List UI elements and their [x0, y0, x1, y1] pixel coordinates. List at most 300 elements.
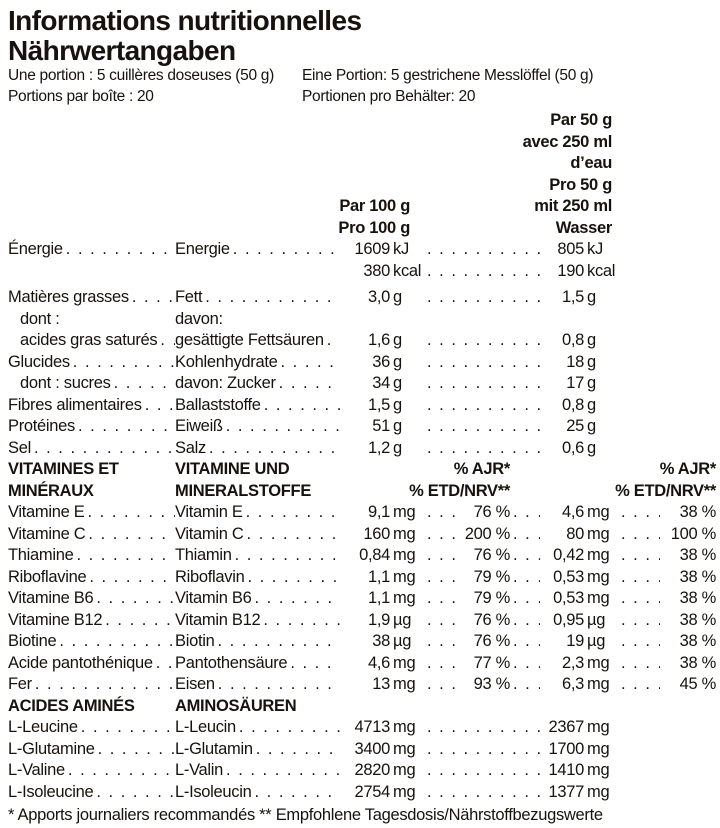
- value-per-50g: 1377: [548, 782, 584, 801]
- label-de: L-Isoleucin: [175, 782, 252, 801]
- dot-leader: [618, 524, 660, 546]
- label-fr-cell: [8, 631, 175, 653]
- unit-per-100g: g: [393, 417, 402, 435]
- dot-leader: [252, 782, 341, 804]
- label-fr-cell: [8, 717, 175, 739]
- unit-per-50g: g: [587, 288, 596, 306]
- unit-per-100g: g: [393, 288, 402, 306]
- label-de: Fett: [175, 288, 203, 306]
- table-row: [8, 239, 716, 261]
- pct-header-50g: % ETD/NRV**: [615, 481, 716, 500]
- label-fr-cell: [8, 739, 175, 761]
- label-de: Vitamin E: [175, 503, 243, 521]
- value-per-50g: 0,95: [553, 610, 584, 629]
- dot-leader: [424, 395, 540, 417]
- unit-per-50g: mg: [587, 589, 610, 607]
- label-fr: Vitamine B12: [8, 610, 103, 629]
- unit-per-50g: µg: [587, 632, 606, 650]
- dot-leader: [65, 760, 175, 782]
- label-fr: Protéines: [8, 417, 76, 435]
- label-de: Riboflavin: [175, 567, 245, 586]
- value-per-50g: 1700: [548, 739, 584, 758]
- value-per-50g: 6,3: [561, 675, 584, 693]
- label-de: Energie: [175, 240, 230, 258]
- dot-leader: [32, 674, 175, 696]
- value-per-50g: 0,6: [561, 438, 584, 457]
- dot-leader: [424, 631, 464, 653]
- value-per-100g: 9,1: [367, 503, 390, 521]
- dot-leader: [75, 416, 175, 438]
- label-de-cell: [175, 481, 340, 503]
- dot-leader: [236, 717, 340, 739]
- value-per-50g: 2367: [548, 718, 584, 736]
- table-row: [8, 373, 716, 395]
- unit-per-50g: mg: [587, 567, 610, 586]
- label-de-cell: [175, 502, 340, 524]
- label-de-cell: [175, 309, 340, 331]
- dot-leader: [63, 239, 175, 261]
- dot-leader: [424, 588, 464, 610]
- label-de: Pantothensäure: [175, 653, 288, 672]
- dot-leader: [424, 674, 464, 696]
- table-row: [8, 782, 716, 804]
- value-per-100g: 4713: [354, 718, 390, 736]
- dot-leader: [424, 261, 540, 283]
- unit-per-100g: µg: [393, 632, 412, 650]
- label-de-cell: [175, 373, 340, 395]
- label-de: Eisen: [175, 675, 215, 693]
- label-fr: Biotine: [8, 632, 57, 650]
- label-fr: Thiamine: [8, 546, 74, 564]
- per-100g-column-header: [338, 196, 410, 239]
- dot-leader: [102, 610, 175, 632]
- unit-per-50g: mg: [587, 739, 610, 758]
- pct-ajr-100g: 76 %: [473, 610, 510, 629]
- pct-ajr-100g: 76 %: [473, 632, 510, 650]
- unit-per-100g: mg: [393, 589, 416, 607]
- dot-leader: [424, 567, 464, 589]
- dot-leader: [618, 653, 660, 675]
- dot-leader: [95, 739, 175, 761]
- unit-per-50g: kJ: [587, 240, 603, 258]
- unit-per-100g: mg: [393, 739, 416, 758]
- unit-per-50g: mg: [587, 782, 610, 801]
- dot-leader: [157, 330, 175, 352]
- label-fr-cell: [8, 416, 175, 438]
- dot-leader: [510, 610, 540, 632]
- unit-per-100g: g: [393, 331, 402, 349]
- hdr-line: Pro 100 g: [338, 218, 410, 237]
- unit-per-50g: µg: [587, 610, 606, 629]
- table-row: [8, 610, 716, 632]
- dot-leader: [618, 502, 660, 524]
- label-fr: dont : sucres: [20, 374, 111, 392]
- table-row: [8, 739, 716, 761]
- label-de: L-Glutamin: [175, 739, 253, 758]
- pct-ajr-50g: 38 %: [679, 632, 716, 650]
- dot-leader: [142, 395, 175, 417]
- unit-per-100g: mg: [393, 653, 416, 672]
- unit-per-100g: g: [393, 352, 402, 371]
- label-fr: L-Isoleucine: [8, 782, 94, 801]
- label-de-cell: [175, 631, 340, 653]
- table-row: [8, 631, 716, 653]
- dot-leader: [618, 545, 660, 567]
- label-fr: ACIDES AMINÉS: [8, 696, 135, 715]
- label-de: MINERALSTOFFE: [175, 481, 312, 500]
- value-per-100g: 2820: [354, 761, 390, 779]
- label-fr: Vitamine C: [8, 524, 86, 543]
- dot-leader: [244, 567, 340, 589]
- label-de: Vitamin B12: [175, 610, 261, 629]
- dot-leader: [278, 352, 340, 374]
- dot-leader: [93, 782, 175, 804]
- label-fr-cell: [8, 330, 175, 352]
- dot-leader: [31, 438, 175, 460]
- label-de: davon:: [175, 309, 223, 328]
- value-per-100g: 1,9: [367, 610, 390, 629]
- pct-ajr-50g: 100 %: [670, 524, 716, 543]
- label-de-cell: [175, 696, 340, 718]
- label-de: Salz: [175, 438, 206, 457]
- dot-leader: [424, 438, 540, 460]
- unit-per-50g: g: [587, 331, 596, 349]
- label-fr-cell: [8, 502, 175, 524]
- label-fr-cell: [8, 239, 175, 261]
- label-de-cell: [175, 653, 340, 675]
- label-fr-cell: [8, 373, 175, 395]
- nutrition-table: [8, 239, 716, 803]
- dot-leader: [424, 352, 540, 374]
- hdr-line: avec 250 ml: [522, 132, 612, 151]
- value-per-100g: 1,1: [367, 589, 390, 607]
- label-fr-cell: [8, 459, 175, 481]
- table-row: [8, 330, 716, 352]
- dot-leader: [510, 674, 540, 696]
- label-fr-cell: [8, 438, 175, 460]
- dot-leader: [260, 610, 340, 632]
- table-row: [8, 567, 716, 589]
- label-de-cell: [175, 395, 340, 417]
- dot-leader: [223, 416, 340, 438]
- dot-leader: [618, 631, 660, 653]
- unit-per-50g: mg: [587, 675, 610, 693]
- dot-leader: [510, 567, 540, 589]
- label-de-cell: [175, 567, 340, 589]
- serving-size-row: [8, 66, 716, 87]
- dot-leader: [424, 653, 464, 675]
- value-per-50g: 2,3: [561, 653, 584, 672]
- label-de: gesättigte Fettsäuren: [175, 331, 324, 349]
- value-per-50g: 190: [557, 261, 584, 280]
- value-per-50g: 25: [566, 417, 584, 435]
- dot-leader: [111, 373, 175, 395]
- value-per-50g: 0,42: [553, 546, 584, 564]
- value-per-100g: 160: [363, 524, 390, 543]
- pct-ajr-100g: 200 %: [464, 524, 510, 543]
- unit-per-50g: g: [587, 352, 596, 371]
- pct-ajr-50g: 38 %: [679, 567, 716, 586]
- dot-leader: [510, 502, 540, 524]
- label-fr: L-Valine: [8, 761, 65, 779]
- dot-leader: [510, 545, 540, 567]
- label-de-cell: [175, 782, 340, 804]
- value-per-50g: 1410: [548, 761, 584, 779]
- table-row: [8, 760, 716, 782]
- value-per-100g: 4,6: [367, 653, 390, 672]
- label-de-cell: [175, 674, 340, 696]
- value-per-100g: 1,1: [367, 567, 390, 586]
- label-de: L-Leucin: [175, 718, 236, 736]
- unit-per-50g: mg: [587, 524, 610, 543]
- title-fr: Informations nutritionnelles: [8, 5, 362, 36]
- label-fr-cell: [8, 481, 175, 503]
- label-de-cell: [175, 416, 340, 438]
- per-50g-column-header: [523, 110, 612, 239]
- table-row: [8, 309, 716, 331]
- unit-per-50g: g: [587, 395, 596, 414]
- value-per-50g: 0,8: [561, 331, 584, 349]
- pct-ajr-50g: 38 %: [679, 503, 716, 521]
- label-fr: Fibres alimentaires: [8, 395, 142, 414]
- value-per-50g: 80: [566, 524, 584, 543]
- dot-leader: [206, 438, 340, 460]
- pct-ajr-100g: 77 %: [473, 653, 510, 672]
- value-per-100g: 51: [372, 417, 390, 435]
- value-per-100g: 380: [363, 261, 390, 280]
- label-de-cell: [175, 239, 340, 261]
- label-de-cell: [175, 588, 340, 610]
- label-de-cell: [175, 610, 340, 632]
- hdr-line: Par 100 g: [339, 197, 410, 215]
- label-de: Vitamin B6: [175, 589, 252, 607]
- label-fr-cell: [8, 760, 175, 782]
- dot-leader: [510, 653, 540, 675]
- label-fr-cell: [8, 545, 175, 567]
- label-fr: MINÉRAUX: [8, 481, 94, 500]
- dot-leader: [424, 239, 540, 261]
- value-per-100g: 1609: [354, 240, 390, 258]
- servings-per-container-fr: Portions par boîte : 20: [8, 87, 154, 105]
- label-fr-cell: [8, 524, 175, 546]
- label-fr: Glucides: [8, 352, 70, 371]
- pct-header-50g: % AJR*: [659, 460, 716, 478]
- unit-per-100g: g: [393, 438, 402, 457]
- value-per-100g: 36: [372, 352, 390, 371]
- hdr-line: Wasser: [555, 218, 612, 237]
- unit-per-100g: kJ: [393, 240, 409, 258]
- label-fr: L-Glutamine: [8, 739, 95, 758]
- pct-ajr-100g: 79 %: [473, 567, 510, 586]
- table-row: [8, 287, 716, 309]
- pct-ajr-100g: 76 %: [473, 503, 510, 521]
- label-fr-cell: [8, 782, 175, 804]
- dot-leader: [287, 653, 340, 675]
- label-de: VITAMINE UND: [175, 460, 290, 478]
- label-fr-cell: [8, 696, 175, 718]
- pct-header-100g: % ETD/NRV**: [409, 481, 510, 500]
- label-de-cell: [175, 739, 340, 761]
- value-per-100g: 0,84: [359, 546, 390, 564]
- unit-per-100g: mg: [393, 546, 416, 564]
- label-fr: VITAMINES ET: [8, 460, 119, 478]
- dot-leader: [129, 287, 175, 309]
- value-per-50g: 805: [557, 240, 584, 258]
- label-de: Thiamin: [175, 546, 232, 564]
- unit-per-100g: kcal: [393, 261, 422, 280]
- page-title: [8, 6, 716, 66]
- label-de: Kohlenhydrate: [175, 352, 278, 371]
- dot-leader: [424, 610, 464, 632]
- label-fr: Fer: [8, 675, 32, 693]
- table-row: [8, 717, 716, 739]
- label-de: Ballaststoffe: [175, 395, 261, 414]
- value-per-100g: 1,5: [367, 395, 390, 414]
- label-fr: acides gras saturés: [20, 331, 158, 349]
- value-per-100g: 3400: [354, 739, 390, 758]
- dot-leader: [85, 502, 176, 524]
- value-per-50g: 0,53: [553, 589, 584, 607]
- dot-leader: [70, 352, 175, 374]
- label-fr: Matières grasses: [8, 288, 129, 306]
- unit-per-100g: mg: [393, 524, 416, 543]
- unit-per-50g: kcal: [587, 261, 616, 280]
- label-de-cell: [175, 760, 340, 782]
- dot-leader: [618, 610, 660, 632]
- label-de: davon: Zucker: [175, 374, 276, 392]
- dot-leader: [243, 502, 340, 524]
- label-fr-cell: [8, 610, 175, 632]
- pct-ajr-100g: 76 %: [473, 546, 510, 564]
- value-per-50g: 4,6: [561, 503, 584, 521]
- value-per-100g: 1,6: [367, 331, 390, 349]
- serving-size-de: Eine Portion: 5 gestrichene Messlöffel (50 g): [302, 67, 594, 84]
- pct-ajr-100g: 79 %: [473, 589, 510, 607]
- label-de-cell: [175, 287, 340, 309]
- value-per-50g: 17: [566, 374, 584, 392]
- dot-leader: [324, 330, 340, 352]
- table-row: [8, 588, 716, 610]
- value-per-100g: 13: [372, 675, 390, 693]
- dot-leader: [424, 502, 464, 524]
- pct-ajr-50g: 45 %: [679, 675, 716, 693]
- label-de-cell: [175, 459, 340, 481]
- label-de-cell: [175, 717, 340, 739]
- section-header-row: [8, 696, 716, 718]
- unit-per-50g: g: [587, 417, 596, 435]
- label-fr: Sel: [8, 438, 31, 457]
- dot-leader: [223, 760, 340, 782]
- dot-leader: [85, 524, 175, 546]
- dot-leader: [510, 631, 540, 653]
- label-de-cell: [175, 524, 340, 546]
- dot-leader: [78, 717, 175, 739]
- dot-leader: [253, 739, 340, 761]
- table-row: [8, 352, 716, 374]
- unit-per-100g: mg: [393, 718, 416, 736]
- dot-leader: [618, 674, 660, 696]
- label-fr-cell: [8, 674, 175, 696]
- table-row: [8, 395, 716, 417]
- dot-leader: [232, 545, 340, 567]
- value-per-100g: 38: [372, 632, 390, 650]
- label-fr-cell: [8, 287, 175, 309]
- label-fr-cell: [8, 395, 175, 417]
- label-de: L-Valin: [175, 761, 224, 779]
- label-fr: L-Leucine: [8, 718, 78, 736]
- label-fr: dont :: [20, 309, 60, 328]
- label-de-cell: [175, 352, 340, 374]
- dot-leader: [244, 524, 340, 546]
- unit-per-100g: g: [393, 395, 402, 414]
- hdr-line: mit 250 ml: [534, 197, 612, 215]
- dot-leader: [424, 416, 540, 438]
- hdr-line: d’eau: [570, 154, 612, 172]
- unit-per-50g: mg: [587, 503, 610, 521]
- hdr-line: Par 50 g: [550, 111, 612, 129]
- table-row: [8, 653, 716, 675]
- section-header-row: [8, 459, 716, 481]
- table-row: [8, 674, 716, 696]
- unit-per-50g: mg: [587, 761, 610, 779]
- servings-per-container-row: [8, 87, 716, 108]
- table-row: [8, 416, 716, 438]
- unit-per-100g: mg: [393, 782, 416, 801]
- dot-leader: [424, 717, 540, 739]
- dot-leader: [73, 545, 175, 567]
- unit-per-50g: mg: [587, 653, 610, 672]
- label-fr: Riboflavine: [8, 567, 87, 586]
- dot-leader: [618, 567, 660, 589]
- value-per-100g: 34: [372, 374, 390, 392]
- hdr-line: Pro 50 g: [549, 175, 612, 194]
- label-de: Biotin: [175, 632, 215, 650]
- footnote: * Apports journaliers recommandés ** Empfohlene Tagesdosis/Nährstoffbezugswerte: [8, 806, 603, 824]
- value-per-50g: 19: [566, 632, 584, 650]
- dot-leader: [424, 524, 464, 546]
- table-row: [8, 261, 716, 283]
- value-per-100g: 1,2: [367, 438, 390, 457]
- pct-ajr-50g: 38 %: [679, 546, 716, 564]
- table-row: [8, 438, 716, 460]
- label-fr-cell: [8, 588, 175, 610]
- dot-leader: [276, 373, 340, 395]
- unit-per-100g: mg: [393, 503, 416, 521]
- unit-per-50g: mg: [587, 718, 610, 736]
- unit-per-100g: µg: [393, 610, 412, 629]
- unit-per-100g: g: [393, 374, 402, 392]
- label-fr: Vitamine B6: [8, 589, 94, 607]
- table-row: [8, 524, 716, 546]
- pct-ajr-100g: 93 %: [473, 675, 510, 693]
- label-fr: Vitamine E: [8, 503, 85, 521]
- dot-leader: [424, 545, 464, 567]
- dot-leader: [215, 674, 340, 696]
- dot-leader: [56, 631, 175, 653]
- unit-per-100g: mg: [393, 761, 416, 779]
- value-per-50g: 0,8: [561, 395, 584, 414]
- dot-leader: [618, 588, 660, 610]
- dot-leader: [424, 287, 540, 309]
- dot-leader: [86, 567, 175, 589]
- dot-leader: [510, 524, 540, 546]
- dot-leader: [93, 588, 175, 610]
- label-de: Eiweiß: [175, 417, 223, 435]
- serving-size-fr: Une portion : 5 cuillères doseuses (50 g): [8, 67, 274, 84]
- table-row: [8, 502, 716, 524]
- unit-per-100g: mg: [393, 567, 416, 586]
- value-per-50g: 0,53: [553, 567, 584, 586]
